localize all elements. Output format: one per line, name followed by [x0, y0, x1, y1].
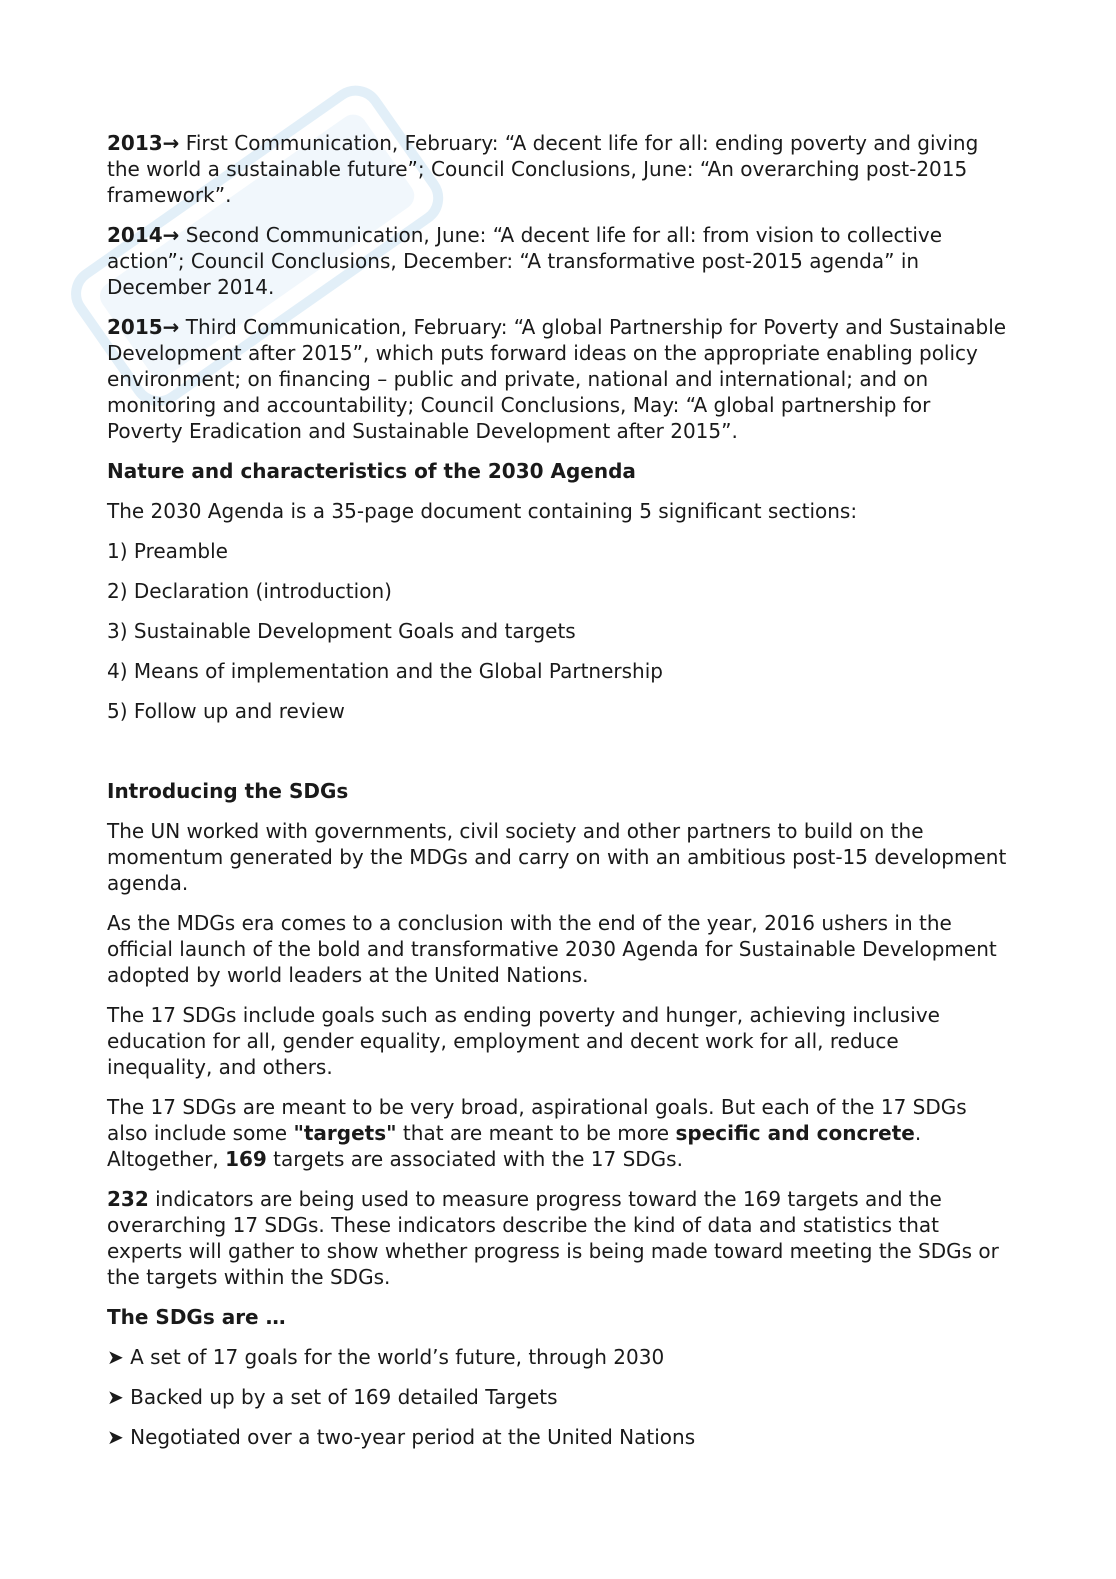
arrowhead-bullet-icon: ➤ [107, 1425, 124, 1449]
section-item: 2) Declaration (introduction) [107, 579, 392, 603]
timeline-2013 [107, 130, 1007, 208]
arrowhead-bullet-icon: ➤ [107, 1345, 124, 1369]
timeline-2015 [107, 314, 1007, 444]
targets-emphasis: "targets" [293, 1121, 397, 1145]
arrow-icon: → [162, 315, 180, 339]
nature-heading: Nature and characteristics of the 2030 Agenda [107, 459, 636, 483]
introducing-heading: Introducing the SDGs [107, 779, 349, 803]
bullet-text: Negotiated over a two-year period at the United Nations [123, 1425, 696, 1449]
section-item: 1) Preamble [107, 539, 228, 563]
introducing-paragraph-2: As the MDGs era comes to a conclusion with the end of the year, 2016 ushers in the official launch of the bold and transformative 2030 Agenda for Sustainable Development adopted by world leaders at the United Nations. [107, 911, 997, 987]
timeline-2014 [107, 222, 1007, 300]
arrowhead-bullet-icon: ➤ [107, 1385, 124, 1409]
count-emphasis: 169 [225, 1147, 267, 1171]
text-run: The 17 SDGs are meant to be very broad, aspirational goals. But each of the 17 SDGs also include some [107, 1095, 967, 1145]
bullet-text: A set of 17 goals for the world’s future, through 2030 [123, 1345, 665, 1369]
bullet-item [107, 1424, 1007, 1450]
arrow-icon: → [162, 131, 180, 155]
timeline-text: Second Communication, June: “A decent life for all: from vision to collective action”; Council Conclusions, December: “A transformative post-2015 agenda” in December 2014. [107, 223, 943, 299]
bullet-item [107, 1344, 1007, 1370]
bullet-text: Backed up by a set of 169 detailed Targets [123, 1385, 558, 1409]
nature-intro: The 2030 Agenda is a 35-page document containing 5 significant sections: [107, 499, 858, 523]
spacer [107, 738, 1007, 778]
year-label: 2014 [107, 223, 163, 247]
section-item: 5) Follow up and review [107, 699, 345, 723]
text-run: that are meant to be more [396, 1121, 676, 1145]
timeline-text: First Communication, February: “A decent life for all: ending poverty and giving the world a sustainable future”; Council Conclusions, June: “An overarching post-2015 framework”. [107, 131, 979, 207]
specific-emphasis: specific and concrete [675, 1121, 915, 1145]
year-label: 2015 [107, 315, 163, 339]
text-run: . Altogether, [107, 1121, 922, 1171]
arrow-icon: → [162, 223, 180, 247]
section-item: 4) Means of implementation and the Global Partnership [107, 659, 663, 683]
introducing-paragraph-4 [107, 1094, 1007, 1172]
document-body [107, 130, 1007, 1464]
text-run: targets are associated with the 17 SDGs. [266, 1147, 683, 1171]
introducing-paragraph-1: The UN worked with governments, civil society and other partners to build on the momentum generated by the MDGs and carry on with an ambitious post-15 development agenda. [107, 819, 1007, 895]
text-run: indicators are being used to measure progress toward the 169 targets and the overarching 17 SDGs. These indicators describe the kind of data and statistics that experts will gather to show whether progress is being made toward meeting the SDGs or the targets within the SDGs. [107, 1187, 999, 1289]
count-emphasis: 232 [107, 1187, 149, 1211]
introducing-paragraph-3: The 17 SDGs include goals such as ending poverty and hunger, achieving inclusive education for all, gender equality, employment and decent work for all, reduce inequality, and others. [107, 1003, 940, 1079]
introducing-paragraph-5 [107, 1186, 1007, 1290]
section-item: 3) Sustainable Development Goals and targets [107, 619, 576, 643]
bullet-item [107, 1384, 1007, 1410]
sdgs-are-heading: The SDGs are … [107, 1305, 286, 1329]
year-label: 2013 [107, 131, 163, 155]
timeline-text: Third Communication, February: “A global Partnership for Poverty and Sustainable Development after 2015”, which puts forward ideas on the appropriate enabling policy environment; on financing – public and private, national and international; and on monitoring and accountability; Council Conclusions, May: “A global partnership for Poverty Eradication and Sustainable Development after 2015”. [107, 315, 1007, 443]
